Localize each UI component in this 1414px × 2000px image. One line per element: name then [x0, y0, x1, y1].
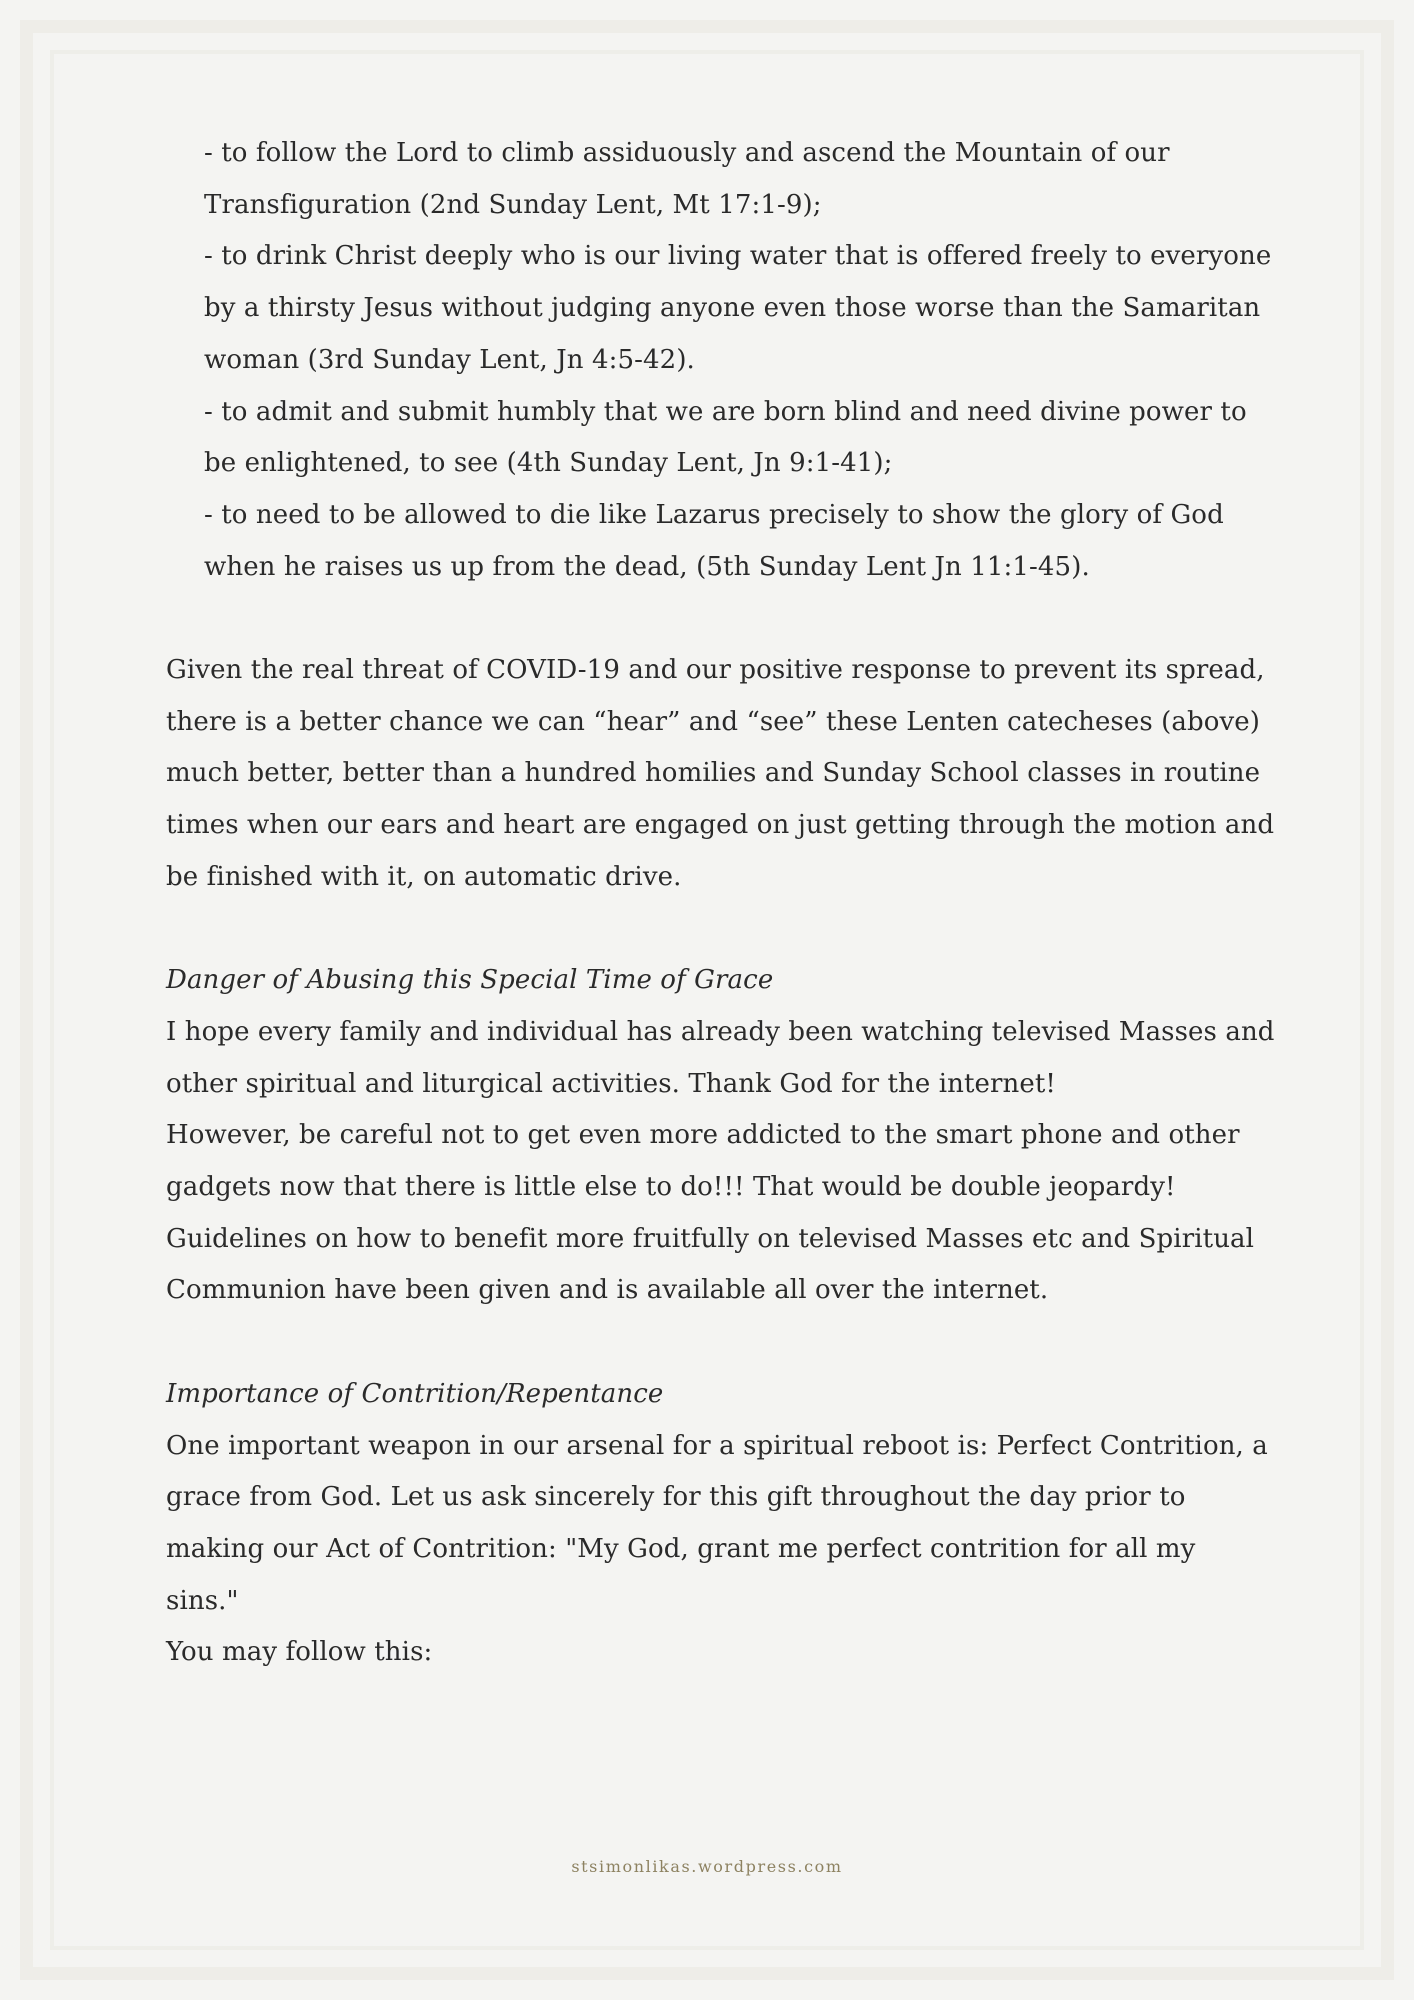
section-heading: Importance of Contrition/Repentance [166, 1378, 664, 1409]
list-item: - to need to be allowed to die like Lazarus precisely to show the glory of God when he raises us up from the dead, (5th Sunday Lent Jn 11:1-45). [204, 499, 1224, 582]
footer-site-url: stsimonlikas.wordpress.com [571, 1857, 843, 1876]
covid-paragraph: Given the real threat of COVID-19 and our positive response to prevent its spread, there is a better chance we can “hear” and “see” these Lenten catecheses (above) much better, better than a hundred homilies and Sunday School classes in routine times when our ears and heart are engaged on just getting through the motion and be finished with it, on automatic drive. [166, 655, 1275, 892]
spacer [166, 904, 1276, 956]
section-heading: Danger of Abusing this Special Time of Grace [166, 965, 774, 996]
paragraph: I hope every family and individual has already been watching televised Masses and other spiritual and liturgical activities. Thank God for the internet! [166, 1016, 1275, 1099]
section-danger [166, 955, 1276, 1317]
paragraph: One important weapon in our arsenal for a spiritual reboot is: Perfect Contrition, a grace from God. Let us ask sincerely for this gift throughout the day prior to making our Act of Contrition: "My God, grant me perfect contrition for all my sins." [166, 1430, 1268, 1616]
paragraph: You may follow this: [166, 1637, 433, 1668]
list-item: - to drink Christ deeply who is our living water that is offered freely to everyone by a thirsty Jesus without judging anyone even those worse than the Samaritan woman (3rd Sunday Lent, Jn 4:5-42). [204, 241, 1272, 375]
section-contrition [166, 1369, 1276, 1679]
spacer [166, 1317, 1276, 1369]
paragraph: However, be careful not to get even more addicted to the smart phone and other gadgets now that there is little else to do!!! That would be double jeopardy! Guidelines on how to benefit more fruitfully on televised Masses etc and Spiritual Communion have been given and is available all over the internet. [166, 1120, 1255, 1306]
spacer [166, 593, 1276, 645]
lenten-catecheses-list [204, 128, 1276, 593]
list-item: - to admit and submit humbly that we are born blind and need divine power to be enlightened, to see (4th Sunday Lent, Jn 9:1-41); [204, 396, 1247, 479]
document-body [166, 128, 1276, 1679]
list-item: - to follow the Lord to climb assiduously and ascend the Mountain of our Transfiguration (2nd Sunday Lent, Mt 17:1-9); [204, 138, 1170, 220]
